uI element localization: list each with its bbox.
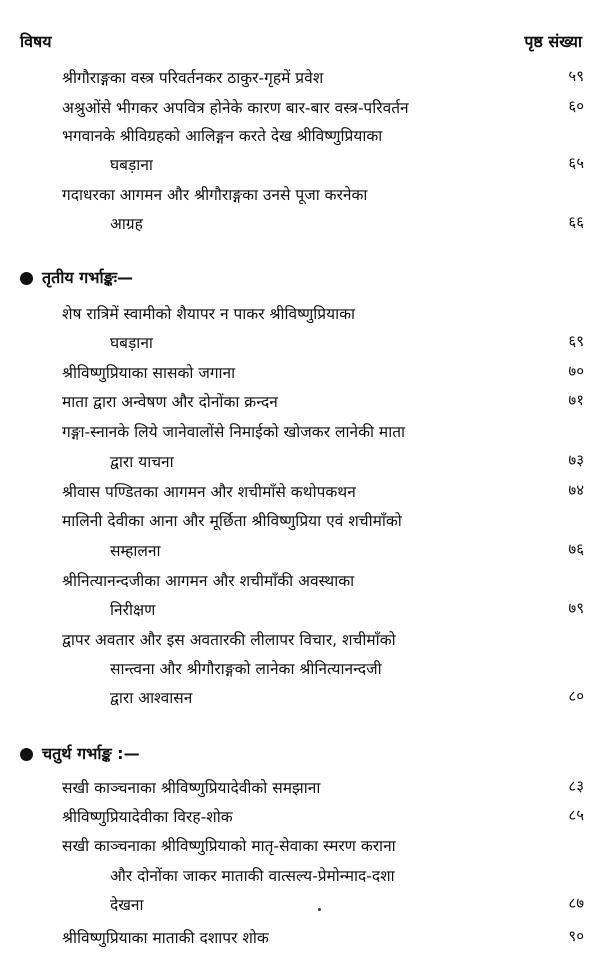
bullet-icon (20, 272, 33, 285)
toc-entry-page: ७६ (568, 540, 584, 558)
toc-entry-page: ९० (568, 927, 584, 945)
toc-entry-page: ७४ (568, 481, 584, 499)
toc-entry-page: ७३ (568, 451, 584, 469)
toc-entry-text-continued: आग्रह (110, 215, 143, 233)
toc-entry-text: श्रीविष्णुप्रियादेवीका विरह-शोक (62, 808, 233, 826)
toc-entry-text-continued: द्वारा याचना (110, 453, 174, 471)
toc-entry-text: द्वापर अवतार और इस अवतारकी लीलापर विचार, शचीमाँको (62, 631, 396, 649)
toc-entry-text: श्रीविष्णुप्रियाका सासको जगाना (62, 364, 236, 382)
toc-entry-page: ७१ (568, 391, 584, 409)
toc-entry-text: श्रीविष्णुप्रियाका माताकी दशापर शोक (62, 929, 269, 947)
toc-entry-page: ८३ (568, 777, 584, 795)
toc-entry-text: अश्रुओंसे भीगकर अपवित्र होनेके कारण बार-बार वस्त्र-परिवर्तन (62, 99, 409, 117)
toc-entry-page: ७० (568, 362, 584, 380)
toc-entry-text: शेष रात्रिमें स्वामीको शैयापर न पाकर श्रीविष्णुप्रियाका (62, 305, 356, 323)
toc-entry-text-continued: और दोनोंका जाकर माताकी वात्सल्य-प्रेमोन्माद-दशा (110, 867, 395, 885)
toc-entry-page: ८७ (568, 894, 584, 912)
toc-entry-text: श्रीगौराङ्गका वस्त्र परिवर्तनकर ठाकुर-गृहमें प्रवेश (62, 69, 324, 87)
section-heading-chaturth-garbhank: चतुर्थ गर्भाङ्क :— (42, 744, 140, 763)
toc-entry-page: ६६ (568, 213, 584, 231)
bullet-icon (20, 748, 33, 761)
toc-entry-page: ५९ (568, 67, 584, 85)
toc-entry-page: ६५ (568, 154, 584, 172)
toc-entry-page: ८० (568, 687, 584, 705)
toc-entry-text: गदाधरका आगमन और श्रीगौराङ्गका उनसे पूजा करनेका (62, 186, 368, 204)
toc-entry-text: मालिनी देवीका आना और मूर्छिता श्रीविष्णुप्रिया एवं शचीमाँको (62, 512, 402, 530)
toc-entry-text: श्रीनित्यानन्दजीका आगमन और शचीमाँकी अवस्थाका (62, 572, 355, 590)
column-heading-subject: विषय (20, 32, 52, 51)
toc-entry-text: सखी काञ्चनाका श्रीविष्णुप्रियादेवीको समझाना (62, 779, 321, 797)
toc-entry-text-continued: सम्हालना (110, 542, 161, 560)
toc-entry-text-continued: घबड़ाना (110, 334, 153, 352)
print-speck (318, 908, 321, 911)
toc-entry-text-continued: घबड़ाना (110, 156, 153, 174)
toc-entry-text: भगवानके श्रीविग्रहको आलिङ्गन करते देख श्रीविष्णुप्रियाका (62, 127, 383, 145)
toc-entry-text: गङ्गा-स्नानके लिये जानेवालोंसे निमाईको खोजकर लानेकी माता (62, 423, 406, 441)
toc-entry-text: श्रीवास पण्डितका आगमन और शचीमाँसे कथोपकथन (62, 483, 356, 501)
toc-entry-text-continued: द्वारा आश्वासन (110, 689, 193, 707)
toc-entry-text-continued: देखना (110, 896, 144, 914)
toc-entry-text-continued: निरीक्षण (110, 601, 156, 619)
toc-entry-page: ७९ (568, 599, 584, 617)
toc-entry-text-continued: सान्त्वना और श्रीगौराङ्गको लानेका श्रीनित्यानन्दजी (110, 660, 382, 678)
toc-entry-page: ६९ (568, 332, 584, 350)
toc-entry-page: ६० (568, 97, 584, 115)
toc-entry-page: ८५ (568, 806, 584, 824)
section-heading-tritiya-garbhank: तृतीय गर्भाङ्कः— (42, 268, 133, 287)
toc-entry-text: सखी काञ्चनाका श्रीविष्णुप्रियाको मातृ-सेवाका स्मरण कराना (62, 837, 396, 855)
column-heading-page-number: पृष्ठ संख्या (524, 32, 582, 51)
toc-entry-text: माता द्वारा अन्वेषण और दोनोंका क्रन्दन (62, 393, 278, 411)
